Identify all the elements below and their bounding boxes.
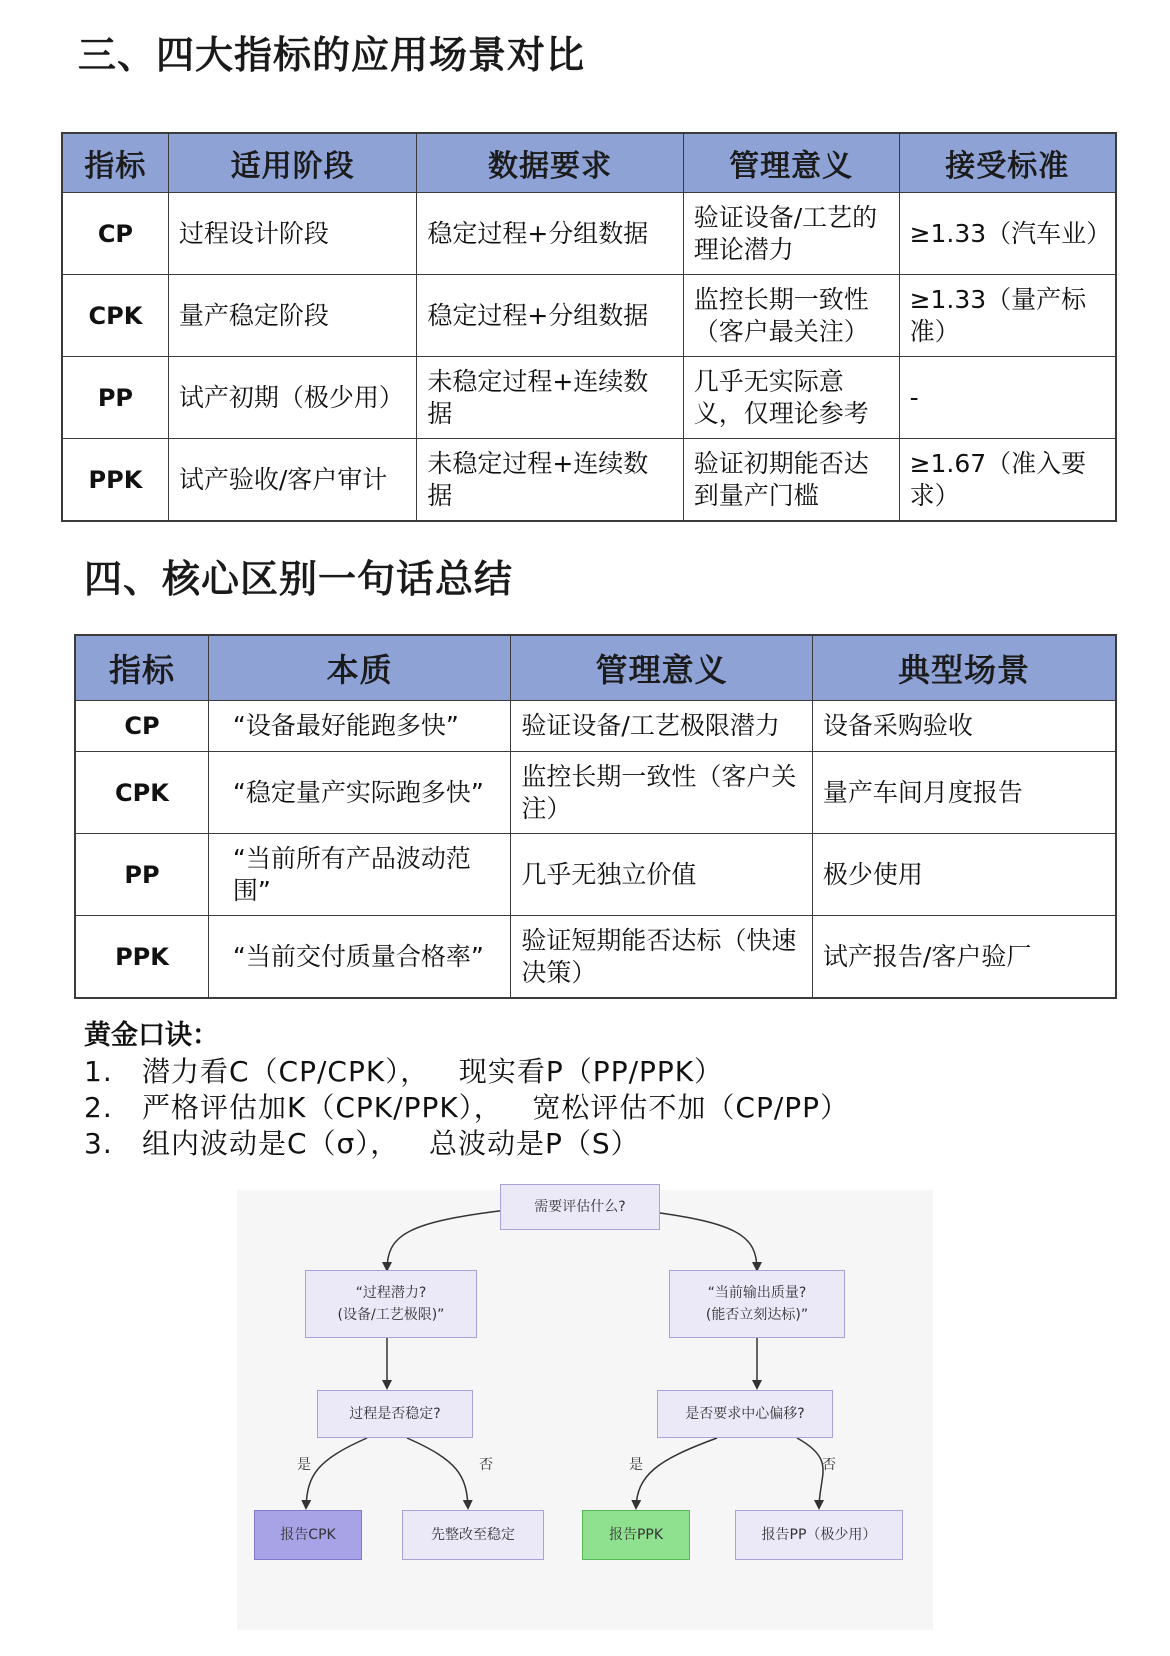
scenario-cell: 极少使用 [812,834,1116,916]
table-row [62,357,1116,439]
edge-left-no [407,1438,468,1508]
mnemonic-number: 3. [84,1127,113,1160]
edge-left-yes [306,1438,367,1508]
management-meaning-cell: 监控长期一致性（客户关注） [511,752,812,834]
data-requirement-cell: 未稳定过程+连续数据 [417,357,683,439]
metric-cell: CPK [62,275,168,357]
flow-node-process-potential: “过程潜力? (设备/工艺极限)” [305,1270,477,1338]
decision-flowchart [237,1190,933,1630]
mnemonic-item [84,1090,849,1126]
table-header-row [75,635,1116,701]
metric-cell: CP [75,701,208,752]
management-meaning-cell: 验证初期能否达到量产门槛 [683,439,899,522]
table-row [62,439,1116,522]
column-header: 本质 [208,635,511,701]
column-header: 指标 [62,133,168,193]
section4-title: 四、核心区别一句话总结 [84,557,514,601]
flow-outcome-report-cpk: 报告CPK [254,1510,362,1560]
stage-cell: 过程设计阶段 [168,193,416,275]
core-difference-table [74,634,1117,999]
table-row [62,275,1116,357]
mnemonic-text: 潜力看C（CP/CPK）， 现实看P（PP/PPK） [142,1055,724,1088]
stage-cell: 试产初期（极少用） [168,357,416,439]
edge-root-left [387,1210,507,1270]
column-header: 指标 [75,635,208,701]
column-header: 管理意义 [683,133,899,193]
data-requirement-cell: 稳定过程+分组数据 [417,193,683,275]
acceptance-standard-cell: - [899,357,1116,439]
application-comparison-table [61,132,1117,522]
column-header: 适用阶段 [168,133,416,193]
management-meaning-cell: 几乎无独立价值 [511,834,812,916]
acceptance-standard-cell: ≥1.33（量产标准） [899,275,1116,357]
scenario-cell: 设备采购验收 [812,701,1116,752]
edge-label-yes: 是 [629,1457,643,1473]
column-header: 数据要求 [417,133,683,193]
metric-cell: PPK [75,916,208,999]
metric-cell: CP [62,193,168,275]
edge-label-no: 否 [479,1457,493,1473]
section3-title: 三、四大指标的应用场景对比 [78,33,586,77]
mnemonic-item [84,1054,849,1090]
table-row [75,916,1116,999]
mnemonic-text: 组内波动是C（σ）， 总波动是P（S） [142,1127,640,1160]
essence-cell: “设备最好能跑多快” [208,701,511,752]
management-meaning-cell: 几乎无实际意义，仅理论参考 [683,357,899,439]
table-row [75,701,1116,752]
essence-cell: “当前所有产品波动范围” [208,834,511,916]
management-meaning-cell: 监控长期一致性（客户最关注） [683,275,899,357]
mnemonic-number: 2. [84,1091,113,1124]
column-header: 典型场景 [812,635,1116,701]
mnemonic-text: 严格评估加K（CPK/PPK）， 宽松评估不加（CP/PP） [142,1091,850,1124]
table-row [75,834,1116,916]
scenario-cell: 试产报告/客户验厂 [812,916,1116,999]
table-row [75,752,1116,834]
acceptance-standard-cell: ≥1.33（汽车业） [899,193,1116,275]
scenario-cell: 量产车间月度报告 [812,752,1116,834]
flow-outcome-fix-first: 先整改至稳定 [402,1510,544,1560]
metric-cell: PP [75,834,208,916]
data-requirement-cell: 稳定过程+分组数据 [417,275,683,357]
acceptance-standard-cell: ≥1.67（准入要求） [899,439,1116,522]
data-requirement-cell: 未稳定过程+连续数据 [417,439,683,522]
management-meaning-cell: 验证设备/工艺极限潜力 [511,701,812,752]
flow-node-current-output: “当前输出质量? (能否立刻达标)” [669,1270,845,1338]
edge-label-yes: 是 [297,1457,311,1473]
metric-cell: PP [62,357,168,439]
metric-cell: PPK [62,439,168,522]
column-header: 接受标准 [899,133,1116,193]
mnemonic-number: 1. [84,1055,113,1088]
management-meaning-cell: 验证短期能否达标（快速决策） [511,916,812,999]
edge-right-yes [636,1438,717,1508]
flow-node-stability-check: 过程是否稳定? [317,1390,473,1438]
management-meaning-cell: 验证设备/工艺的理论潜力 [683,193,899,275]
edge-right-no [797,1438,823,1508]
mnemonic-item [84,1126,849,1162]
table-row [62,193,1116,275]
metric-cell: CPK [75,752,208,834]
flow-outcome-report-ppk: 报告PPK [582,1510,690,1560]
flow-node-centering-check: 是否要求中心偏移? [657,1390,833,1438]
golden-mnemonic [84,1018,849,1162]
column-header: 管理意义 [511,635,812,701]
essence-cell: “稳定量产实际跑多快” [208,752,511,834]
edge-label-no: 否 [822,1457,836,1473]
table-header-row [62,133,1116,193]
stage-cell: 量产稳定阶段 [168,275,416,357]
flow-node-root: 需要评估什么? [500,1184,660,1230]
stage-cell: 试产验收/客户审计 [168,439,416,522]
flow-outcome-report-pp: 报告PP（极少用） [735,1510,903,1560]
essence-cell: “当前交付质量合格率” [208,916,511,999]
mnemonic-title: 黄金口诀： [84,1020,219,1051]
